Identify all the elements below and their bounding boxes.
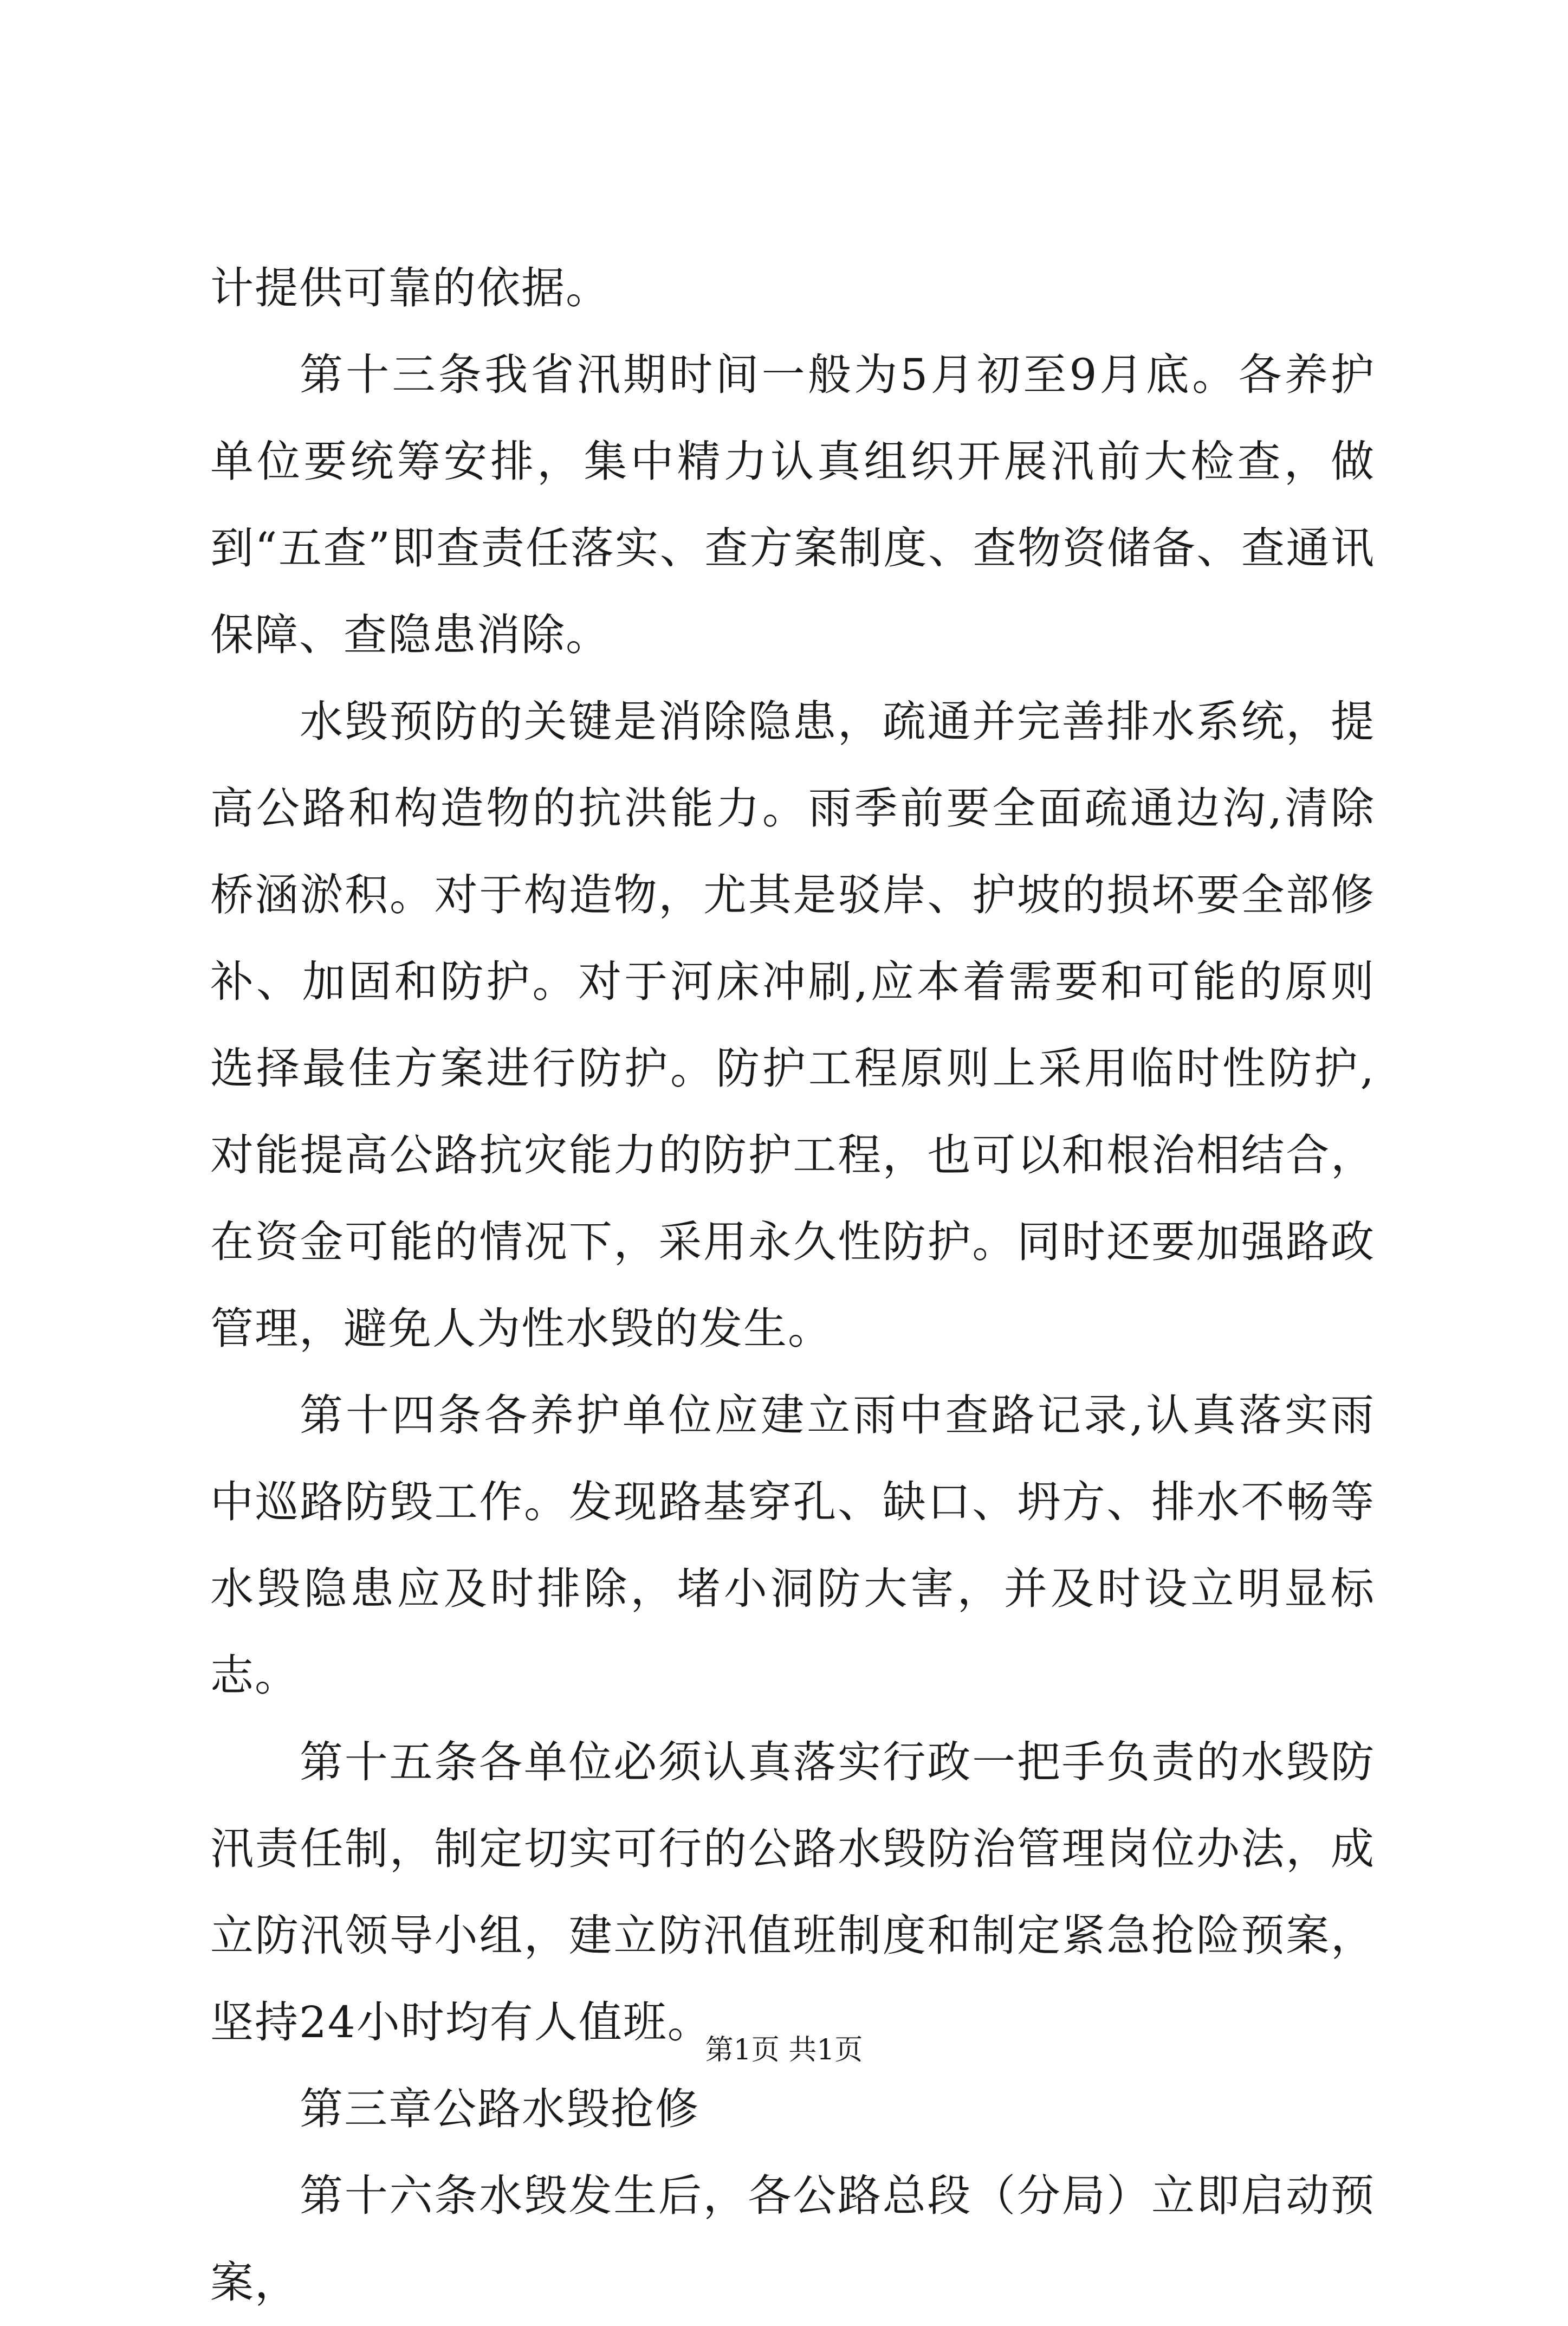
paragraph-article-14: 第十四条各养护单位应建立雨中查路记录,认真落实雨中巡路防毁工作。发现路基穿孔、缺口、坍方、排水不畅等水毁隐患应及时排除，堵小洞防大害，并及时设立明显标志。: [210, 1390, 1375, 1701]
paragraph-article-13: 第十三条我省汛期时间一般为5月初至9月底。各养护单位要统筹安排，集中精力认真组织开展汛前大检查，做到“五查”即查责任落实、查方案制度、查物资储备、查通讯保障、查隐患消除。: [210, 350, 1375, 660]
paragraph-article-16: 第十六条水毁发生后，各公路总段（分局）立即启动预案，: [210, 2170, 1375, 2308]
page-footer: 第1页 共1页: [705, 2034, 863, 2066]
chapter-heading: 第三章公路水毁抢修: [300, 2084, 699, 2134]
paragraph-continuation: 计提供可靠的依据。: [210, 263, 610, 313]
document-body: [210, 245, 1375, 2326]
paragraph-prevention: 水毁预防的关键是消除隐患，疏通并完善排水系统，提高公路和构造物的抗洪能力。雨季前要全面疏通边沟,清除桥涵淤积。对于构造物，尤其是驳岸、护坡的损坏要全部修补、加固和防护。对于河床冲刷,应本着需要和可能的原则选择最佳方案进行防护。防护工程原则上采用临时性防护,对能提高公路抗灾能力的防护工程，也可以和根治相结合，在资金可能的情况下，采用永久性防护。同时还要加强路政管理，避免人为性水毁的发生。: [210, 696, 1375, 1354]
paragraph-article-15: 第十五条各单位必须认真落实行政一把手负责的水毁防汛责任制，制定切实可行的公路水毁防治管理岗位办法，成立防汛领导小组，建立防汛值班制度和制定紧急抢险预案，坚持24小时均有人值班。: [210, 1737, 1375, 2047]
